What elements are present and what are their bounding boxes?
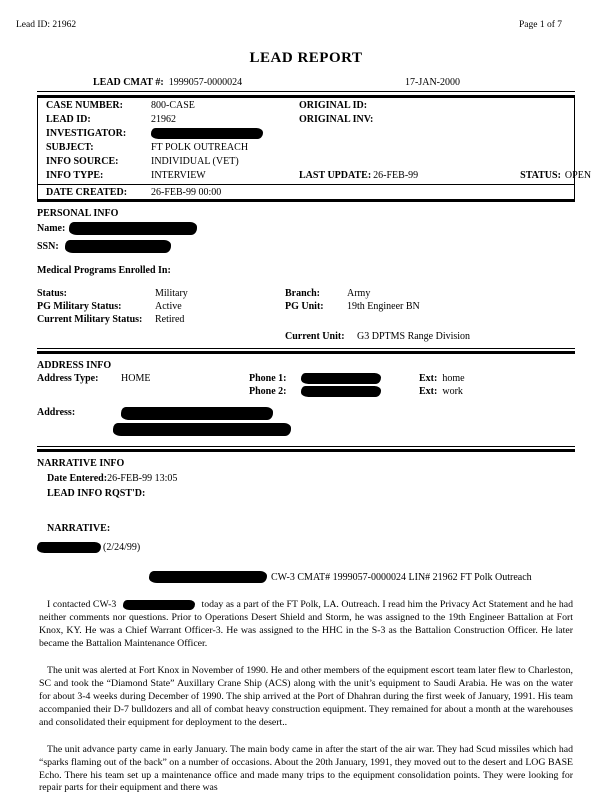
redaction-signature <box>37 542 101 553</box>
redaction-name <box>69 222 197 235</box>
address-value <box>121 407 291 436</box>
section-divider <box>37 348 575 349</box>
subject-label: SUBJECT: <box>46 142 94 153</box>
date-entered-value: 26-FEB-99 13:05 <box>107 473 178 485</box>
section-divider-bar <box>37 449 575 452</box>
ext2-label: Ext: <box>419 386 438 398</box>
table-row <box>38 140 574 154</box>
address-label: Address: <box>37 407 76 419</box>
section-divider-bar <box>37 351 575 354</box>
case-reference-text: CW-3 CMAT# 1999057-0000024 LIN# 21962 FT Polk Outreach <box>271 571 532 583</box>
lead-cmat-row <box>37 77 575 92</box>
redaction-address-line2 <box>113 423 291 436</box>
address-row <box>37 407 575 436</box>
narrative-paragraph-1 <box>39 599 573 651</box>
address-type-value: HOME <box>121 373 151 385</box>
phone2-label: Phone 2: <box>249 386 287 398</box>
document-content <box>37 77 592 792</box>
original-inv-label: ORIGINAL INV: <box>299 114 374 125</box>
lead-cmat-value: 1999057-0000024 <box>168 77 243 88</box>
lead-id-label: LEAD ID: <box>46 114 91 125</box>
case-number-value: 800-CASE <box>151 100 195 111</box>
table-row <box>38 126 574 140</box>
table-row <box>38 154 574 168</box>
document-title: LEAD REPORT <box>249 50 363 66</box>
header-lead-id: Lead ID: 21962 <box>16 20 77 30</box>
signature-line <box>37 542 575 553</box>
last-update-label: LAST UPDATE: <box>299 170 372 181</box>
phone2-row <box>37 386 575 397</box>
phone1-value <box>301 373 419 384</box>
medical-programs-field <box>37 265 575 276</box>
table-row <box>38 98 574 112</box>
signature-date: (2/24/99) <box>103 542 141 554</box>
date-created-value: 26-FEB-99 00:00 <box>151 187 222 198</box>
narrative-p1-text-cont: today as a part of the FT Polk, LA. Outreach. I read him the Privacy Act Statement and he had neither comments nor questions. Prior to Operations Desert Shield and Storm, he was assigned to the 19th Engineer Battalion at Fort Knox, KY. He was a Chief Warrant Officer-3. He was assigned to the HHC in the S-3 as the Battalion Construction Officer. He later became the Battalion Maintenance Officer. <box>39 599 574 650</box>
spacer <box>37 331 285 342</box>
date-entered-label: Date Entered: <box>47 473 108 485</box>
lead-cmat-label: LEAD CMAT #: <box>93 77 164 88</box>
redaction-ssn <box>65 240 171 253</box>
summary-table <box>37 95 592 202</box>
date-created-label: DATE CREATED: <box>46 187 128 198</box>
subject-value: FT POLK OUTREACH <box>151 142 249 153</box>
original-id-label: ORIGINAL ID: <box>299 100 368 111</box>
current-status-row <box>37 314 575 325</box>
header-page-number: Page 1 of 7 <box>518 20 562 30</box>
phone1-label: Phone 1: <box>249 373 287 385</box>
redaction-p1-name <box>123 600 195 610</box>
current-unit-value: G3 DPTMS Range Division <box>357 331 471 342</box>
lead-cmat-date: 17-JAN-2000 <box>405 77 460 88</box>
investigator-label: INVESTIGATOR: <box>46 128 127 139</box>
ext1-value: home <box>442 373 465 385</box>
lead-id-value: 21962 <box>151 114 176 125</box>
pg-military-status-label: PG Military Status: <box>37 301 122 312</box>
name-label: Name: <box>37 223 66 234</box>
medical-programs-label: Medical Programs Enrolled In: <box>37 265 171 276</box>
phone2-value <box>301 386 419 397</box>
narrative-p1-text: I contacted CW-3 <box>47 599 117 611</box>
narrative-paragraph-2: The unit was alerted at Fort Knox in November of 1990. He and other members of the equipment escort team later flew to Charleston, SC and took the “Diamond State” Auxillary Crane Ship (ACS) along with the unit’s equipment to Saudi Arabia. He was on the water for about 3-4 weeks during December of 1990. The ship arrived at the Port of Dhahran during the first week of January, 1991. His team accompanied their D-7 bulldozers and all of combat heavy construction equipment. They remained for about a month at the warehouses and consolidated their equipment for deployment to the desert.. <box>39 665 573 728</box>
date-entered-row <box>47 473 575 484</box>
status-value: OPEN <box>564 170 592 181</box>
ext2-value: work <box>442 386 463 398</box>
narrative-paragraph-3: The unit advance party came in early January. The main body came in after the start of the air war. They had Scud missiles which had “sparks flaming out of the back” on a number of occasions. About the 20th January, 1991, they moved out to the desert and LOG BASE Echo. There his team set up a maintenance office and made many trips to the equipment consolidation points. They were looking for repair parts for their equipment and there was <box>39 743 573 792</box>
address-info-title: ADDRESS INFO <box>37 360 112 371</box>
table-row <box>38 168 592 182</box>
current-unit-row <box>37 331 575 342</box>
current-military-status-label: Current Military Status: <box>37 314 143 325</box>
branch-label: Branch: <box>285 288 320 299</box>
redaction-case-name <box>149 571 267 583</box>
lead-info-rqstd-label: LEAD INFO RQST'D: <box>47 488 146 500</box>
personal-info-title: PERSONAL INFO <box>37 208 119 219</box>
pg-unit-value: 19th Engineer BN <box>347 301 420 312</box>
current-unit-label: Current Unit: <box>285 331 345 342</box>
lead-info-rqstd-row <box>47 488 575 499</box>
info-type-value: INTERVIEW <box>151 170 206 181</box>
case-reference-line <box>149 571 575 583</box>
section-divider <box>37 446 575 447</box>
info-source-label: INFO SOURCE: <box>46 156 119 167</box>
pg-military-status-value: Active <box>155 301 182 312</box>
info-type-label: INFO TYPE: <box>46 170 104 181</box>
narrative-label-row <box>47 523 575 534</box>
military-status-value: Military <box>155 288 188 299</box>
narrative-info-title: NARRATIVE INFO <box>37 458 125 470</box>
address-type-label: Address Type: <box>37 373 99 385</box>
name-field <box>37 222 575 235</box>
status-label: STATUS: <box>520 170 561 181</box>
table-row <box>38 112 574 126</box>
table-row <box>38 185 574 199</box>
branch-value: Army <box>347 288 371 299</box>
narrative-label: NARRATIVE: <box>47 523 111 535</box>
address-type-row <box>37 373 575 384</box>
pg-status-row <box>37 301 575 312</box>
current-military-status-value: Retired <box>155 314 185 325</box>
case-number-label: CASE NUMBER: <box>46 100 123 111</box>
redaction-address-line1 <box>121 407 273 420</box>
pg-unit-label: PG Unit: <box>285 301 324 312</box>
redaction-phone2 <box>301 386 381 397</box>
ext1-label: Ext: <box>419 373 438 385</box>
redaction-investigator <box>151 128 263 139</box>
page-top-header <box>0 0 612 30</box>
ssn-field <box>37 240 575 253</box>
ssn-label: SSN: <box>37 241 59 252</box>
last-update-value: 26-FEB-99 <box>373 170 419 181</box>
info-source-value: INDIVIDUAL (VET) <box>151 156 239 167</box>
status-row <box>37 288 575 299</box>
military-status-label: Status: <box>37 288 68 299</box>
redaction-phone1 <box>301 373 381 384</box>
